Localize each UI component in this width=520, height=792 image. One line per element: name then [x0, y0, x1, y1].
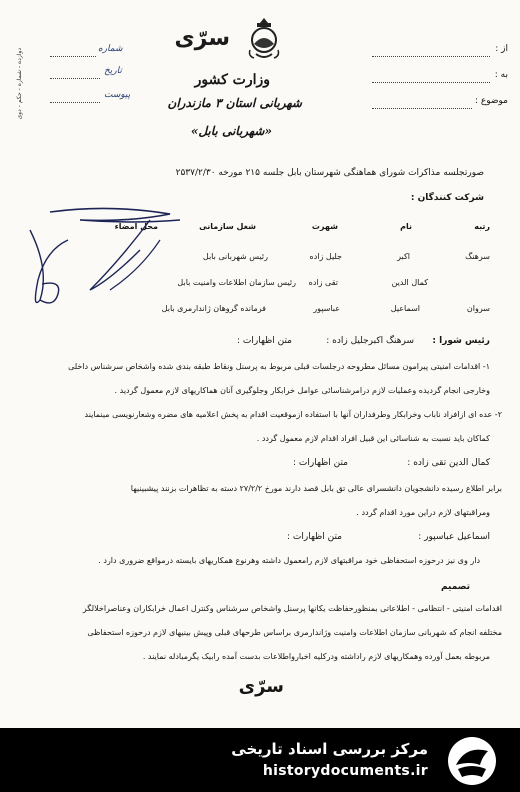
lion-and-sun-emblem	[244, 16, 284, 62]
to-label: به :	[494, 70, 508, 80]
speaker3-label: متن اظهارات :	[286, 532, 342, 542]
footer-url[interactable]: historydocuments.ir	[262, 763, 428, 779]
row3-rank: سروان	[466, 304, 490, 313]
row3-surname: عباسپور	[313, 304, 340, 313]
decision-heading: تصمیم	[440, 582, 470, 592]
attendees-heading: شرکت کنندگان :	[410, 193, 484, 203]
row1-position: رئیس شهربانی بابل	[202, 252, 268, 261]
ministry-title: وزارت کشور	[194, 72, 270, 88]
speaker3: اسماعیل عباسپور :	[418, 532, 490, 542]
col-position: شغل سازمانی	[199, 222, 256, 231]
row1-surname: جلیل زاده	[309, 252, 342, 261]
date-line	[50, 78, 100, 79]
p5-line2: مختلفه انجام که شهربانی سازمان اطلاعات وامنیت وژاندارمری براساس طرحهای قبلی وپیش بینیهای لازم درحوزه استحفاظی	[87, 628, 502, 637]
archive-logo-icon	[446, 735, 498, 787]
p2-line2: کماکان باید نسبت به شناسائی این قبیل افراد اقدام لازم معمول گردد .	[256, 434, 490, 443]
p2-line1: ۲- عده ای ازافراد ناباب وخرابکار وطرفداران آنها با استفاده ازموقعیت اقدام به پخش اعلامیه های مضره وشعارنویسی مینمایند	[84, 410, 502, 419]
number-label: شماره	[98, 44, 123, 54]
number-line	[50, 56, 96, 57]
row3-position: فرمانده گروهان ژاندارمری بابل	[161, 304, 266, 313]
p4: دار وی نیز درحوزه استحفاظی خود مراقبتهای لازم رامعمول داشته وهرنوع همکاریهای بایسته درمواقع ضروری دارد .	[98, 556, 480, 565]
meeting-line: صورتجلسه مذاکرات شورای هماهنگی شهرستان بابل جلسه ۲۱۵ مورخه ۲۵۳۷/۲/۳۰	[175, 168, 484, 178]
secret-stamp-bottom: سرّی	[238, 676, 284, 697]
p3-line2: ومراقبتهای لازم دراین مورد اقدام گردد .	[356, 508, 490, 517]
col-name: نام	[400, 222, 412, 231]
col-rank: رتبه	[474, 222, 490, 231]
attachment-line	[50, 102, 100, 103]
division-title: «شهربانی بابل»	[190, 124, 272, 138]
subject-label: موضوع :	[474, 96, 508, 106]
col-signature: محل امضاء	[114, 222, 158, 231]
footer-title: مرکز بررسی اسناد تاریخی	[231, 740, 428, 758]
from-label: از :	[495, 44, 508, 54]
to-line	[372, 82, 490, 83]
from-line	[372, 56, 490, 57]
row2-surname: تقی زاده	[308, 278, 338, 287]
subject-line	[372, 108, 472, 109]
speaker2-label: متن اظهارات :	[292, 458, 348, 468]
secret-stamp-top: سرّی	[174, 26, 230, 51]
archive-footer	[0, 728, 520, 792]
row2-name: کمال الدین	[391, 278, 428, 287]
p3-line1: برابر اطلاع رسیده دانشجویان دانشسرای عالی تق بابل قصد دارند مورخ ۲۷/۲/۲ دسته به تظاهرات بزنند پیشبینیها	[130, 484, 502, 493]
date-label: تاریخ	[104, 66, 122, 76]
col-surname: شهرت	[311, 222, 338, 231]
p1-line2: وخارجی انجام گردیده وعملیات لازم درامرشناسائی عوامل خرابکار وجلوگیری آنان هماکاریهای لازم معمول گردید .	[114, 386, 490, 395]
p5-line3: مربوطه بعمل آورده وهمکاریهای لازم راداشته ودرکلیه اخبارواطلاعات بدست آمده رابیک یگرمبادله نمایند .	[142, 652, 490, 661]
row1-name: اکبر	[397, 252, 410, 261]
signature-scribbles	[20, 200, 220, 320]
row2-position: رئیس سازمان اطلاعات وامنیت بابل	[177, 278, 296, 287]
attachment-label: پیوست	[104, 90, 131, 100]
chair-label: رئیس شورا :	[432, 336, 490, 346]
row3-name: اسماعیل	[390, 304, 420, 313]
side-note: دوازده - شماره - حکم - دوی	[16, 48, 23, 120]
chair-name: سرهنگ اکبرجلیل زاده :	[326, 336, 414, 346]
row1-rank: سرهنگ	[465, 252, 490, 261]
governorate-title: شهربانی استان ۳ مازندران	[167, 96, 302, 110]
p5-line1: اقدامات امنیتی - انتظامی - اطلاعاتی بمنظورحفاظت یکانها پرسنل واشخاص سرشناس وکنترل اعمال خرابکاران وعناصراخلالگر	[82, 604, 502, 613]
speaker2: کمال الدین تقی زاده :	[407, 458, 490, 468]
statement-label: متن اظهارات :	[236, 336, 292, 346]
p1-line1: ۱- اقدامات امنیتی پیرامون مسائل مطروحه درجلسات قبلی مربوط به پرسنل ونقاط طبقه بندی شده واشخاص سرشناس داخلی	[68, 362, 490, 371]
